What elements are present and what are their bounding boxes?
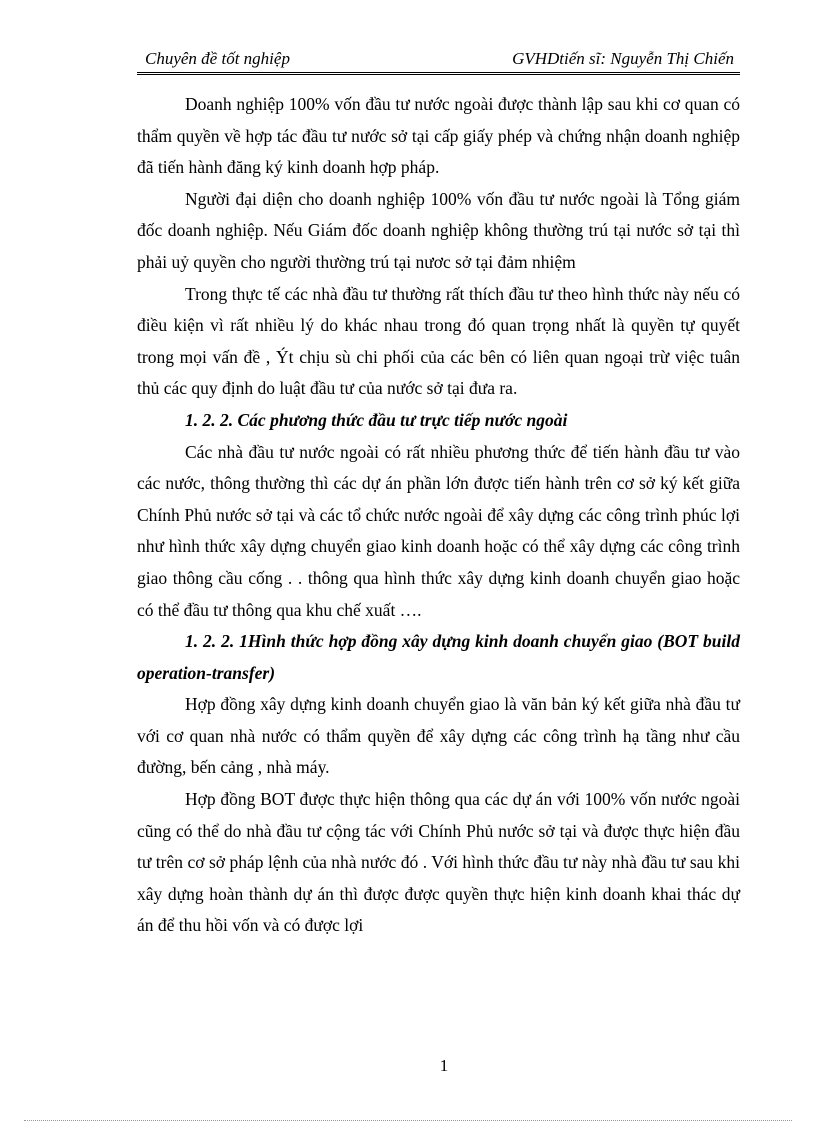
- page-number: 1: [439, 1056, 449, 1075]
- header-advisor: GVHDtiến sĩ: Nguyễn Thị Chiến: [512, 49, 734, 68]
- section-heading-2: 1. 2. 2. 1Hình thức hợp đồng xây dựng kinh doanh chuyển giao (BOT build operation-transfer): [137, 631, 740, 683]
- footer-rule: [24, 1120, 792, 1121]
- paragraph-5: Hợp đồng xây dựng kinh doanh chuyển giao là văn bản ký kết giữa nhà đầu tư với cơ quan nhà nước có thẩm quyền để xây dựng các công trình hạ tầng như cầu đường, bến cảng , nhà máy.: [137, 694, 740, 778]
- page-header: [137, 46, 740, 75]
- paragraph-1: Doanh nghiệp 100% vốn đầu tư nước ngoài được thành lập sau khi cơ quan có thẩm quyền về hợp tác đầu tư nước sở tại cấp giấy phép và chứng nhận doanh nghiệp đã tiến hành đăng ký kinh doanh hợp pháp.: [137, 94, 740, 178]
- paragraph-6: Hợp đồng BOT được thực hiện thông qua các dự án với 100% vốn nước ngoài cũng có thể do nhà đầu tư cộng tác với Chính Phủ nước sở tại và được thực hiện đầu tư trên cơ sở pháp lệnh của nhà nước đó . Với hình thức đầu tư này nhà đầu tư sau khi xây dựng hoàn thành dự án thì được được quyền thực hiện kinh doanh khai thác dự án để thu hồi vốn và có được lợi: [137, 789, 740, 936]
- paragraph-3: Trong thực tế các nhà đầu tư thường rất thích đầu tư theo hình thức này nếu có điều kiện vì rất nhiều lý do khác nhau trong đó quan trọng nhất là quyền tự quyết trong mọi vấn đề , Ýt chịu sù chi phối của các bên có liên quan ngoại trừ việc tuân thủ các quy định do luật đầu tư của nước sở tại đưa ra.: [137, 283, 740, 399]
- paragraph-2: Người đại diện cho doanh nghiệp 100% vốn đầu tư nước ngoài là Tổng giám đốc doanh nghiệp. Nếu Giám đốc doanh nghiệp không thường trú tại nước sở tại thì phải uỷ quyền cho người thường trú tại nươc sở tại đảm nhiệm: [137, 188, 740, 272]
- header-title: Chuyên đề tốt nghiệp: [145, 49, 290, 68]
- paragraph-4: Các nhà đầu tư nước ngoài có rất nhiều phương thức để tiến hành đầu tư vào các nước, thông thường thì các dự án phần lớn được tiến hành trên cơ sở ký kết giữa Chính Phủ nước sở tại và các tổ chức nước ngoài để xây dựng các công trình phúc lợi như hình thức xây dựng chuyển giao kinh doanh hoặc có thể xây dựng các công trình giao thông cầu cống . . thông qua hình thức xây dựng kinh doanh chuyển giao hoặc có thể đầu tư thông qua khu chế xuất ….: [137, 441, 740, 620]
- section-heading-1: 1. 2. 2. Các phương thức đầu tư trực tiếp nước ngoài: [185, 409, 568, 430]
- body-text: [137, 89, 740, 942]
